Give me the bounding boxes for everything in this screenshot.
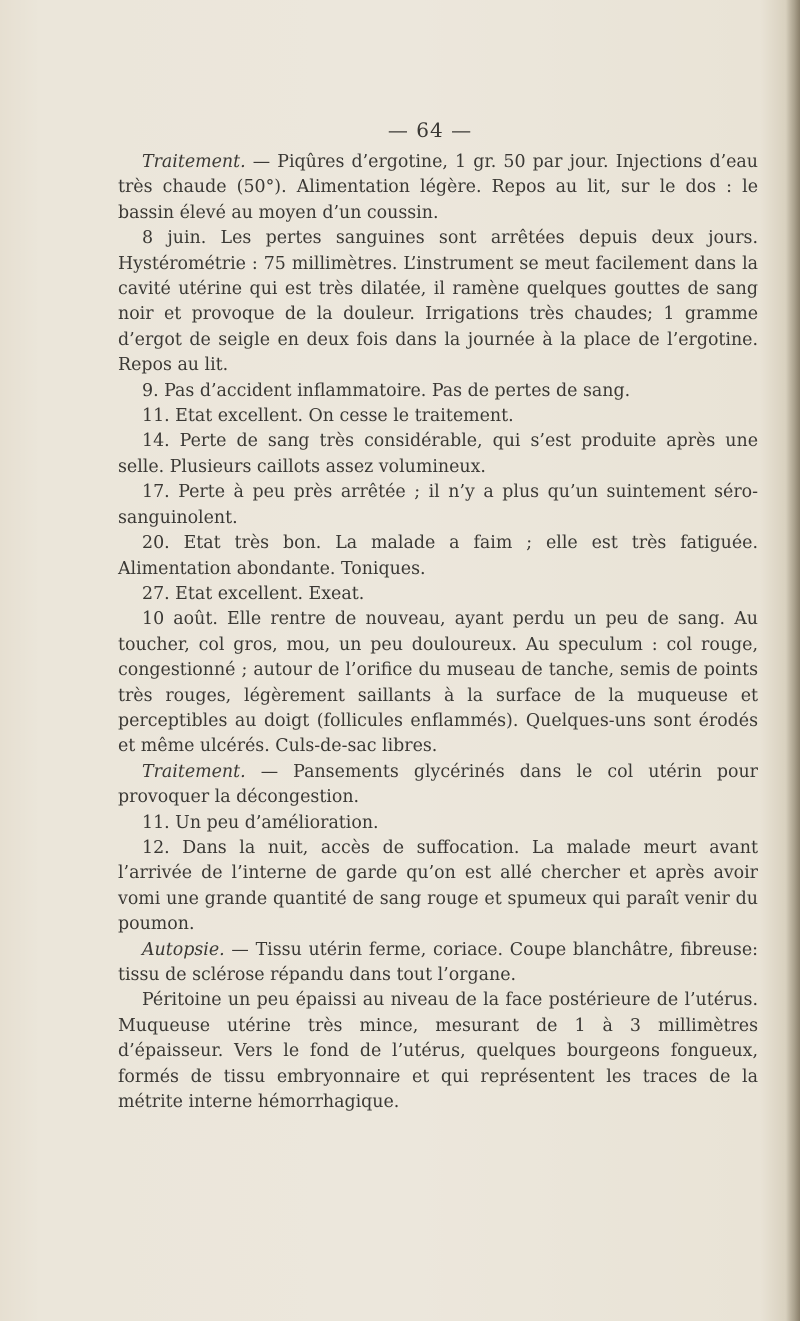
paragraph-body: 20. Etat très bon. La malade a faim ; elle est très fatiguée. Alimentation abondante. Toniques. <box>118 533 758 579</box>
paragraph-body: 12. Dans la nuit, accès de suffocation. La malade meurt avant l’arrivée de l’interne de garde qu’on est allé chercher et après avoir vomi une grande quantité de sang rouge et spumeux qui paraît venir du poumon. <box>118 837 758 935</box>
paragraph <box>118 379 758 404</box>
paragraph-body: 11. Un peu d’amélioration. <box>142 812 379 833</box>
page-edge-shadow <box>786 0 800 1321</box>
paragraph <box>118 531 758 582</box>
paragraph-body: 27. Etat excellent. Exeat. <box>142 583 365 604</box>
paragraph-body: 17. Perte à peu près arrêtée ; il n’y a plus qu’un suintement séro-sanguinolent. <box>118 482 758 528</box>
paragraph-body: — Piqûres d’ergotine, 1 gr. 50 par jour. Injections d’eau très chaude (50°). Alimentation légère. Repos au lit, sur le dos : le bassin élevé au moyen d’un coussin. <box>118 152 758 223</box>
paragraph <box>118 836 758 938</box>
paragraph-body: 10 août. Elle rentre de nouveau, ayant perdu un peu de sang. Au toucher, col gros, mou, un peu douloureux. Au speculum : col rouge, congestionné ; autour de l’orifice du museau de tanche, semis de points très rouges, légèrement saillants à la surface de la muqueuse et perceptibles au doigt (follicules enflammés). Quelques-uns sont érodés et même ulcérés. Culs-de-sac libres. <box>118 609 758 757</box>
paragraph <box>118 480 758 531</box>
body-text <box>118 150 758 1115</box>
paragraph-lead: Traitement. <box>142 761 246 782</box>
paragraph-lead: Traitement. <box>142 152 246 172</box>
page-number: — 64 — <box>387 118 473 142</box>
paragraph-body: 9. Pas d’accident inflammatoire. Pas de pertes de sang. <box>142 380 631 401</box>
paragraph-body: — Pansements glycérinés dans le col utérin pour provoquer la décongestion. <box>118 761 758 808</box>
paragraph <box>118 988 758 1115</box>
paragraph <box>118 582 758 607</box>
paragraph <box>118 404 758 429</box>
paragraph-body: 8 juin. Les pertes sanguines sont arrêtées depuis deux jours. Hystérométrie : 75 millimètres. L’instrument se meut facilement dans la cavité utérine qui est très dilatée, il ramène quelques gouttes de sang noir et provoque de la douleur. Irrigations très chaudes; 1 gramme d’ergot de seigle en deux fois dans la journée à la place de l’ergotine. Repos au lit. <box>118 228 758 376</box>
paragraph-body: — Tissu utérin ferme, coriace. Coupe blanchâtre, fibreuse: tissu de sclérose répandu dans tout l’organe. <box>118 939 758 985</box>
paragraph <box>118 811 758 836</box>
paragraph-lead: Autopsie. <box>142 939 225 960</box>
paragraph-body: Péritoine un peu épaissi au niveau de la face postérieure de l’utérus. Muqueuse utérine très mince, mesurant de 1 à 3 millimètres d’épaisseur. Vers le fond de l’utérus, quelques bourgeons fongueux, formés de tissu embryonnaire et qui représentent les traces de la métrite interne hémorrhagique. <box>118 990 758 1113</box>
paragraph <box>118 150 758 226</box>
paragraph <box>118 429 758 480</box>
paragraph <box>118 607 758 759</box>
paragraph <box>118 226 758 378</box>
paragraph-body: 14. Perte de sang très considérable, qui s’est produite après une selle. Plusieurs caillots assez volumineux. <box>118 431 758 477</box>
paragraph <box>118 760 758 811</box>
paragraph <box>118 938 758 989</box>
paragraph-body: 11. Etat excellent. On cesse le traitement. <box>142 406 514 427</box>
